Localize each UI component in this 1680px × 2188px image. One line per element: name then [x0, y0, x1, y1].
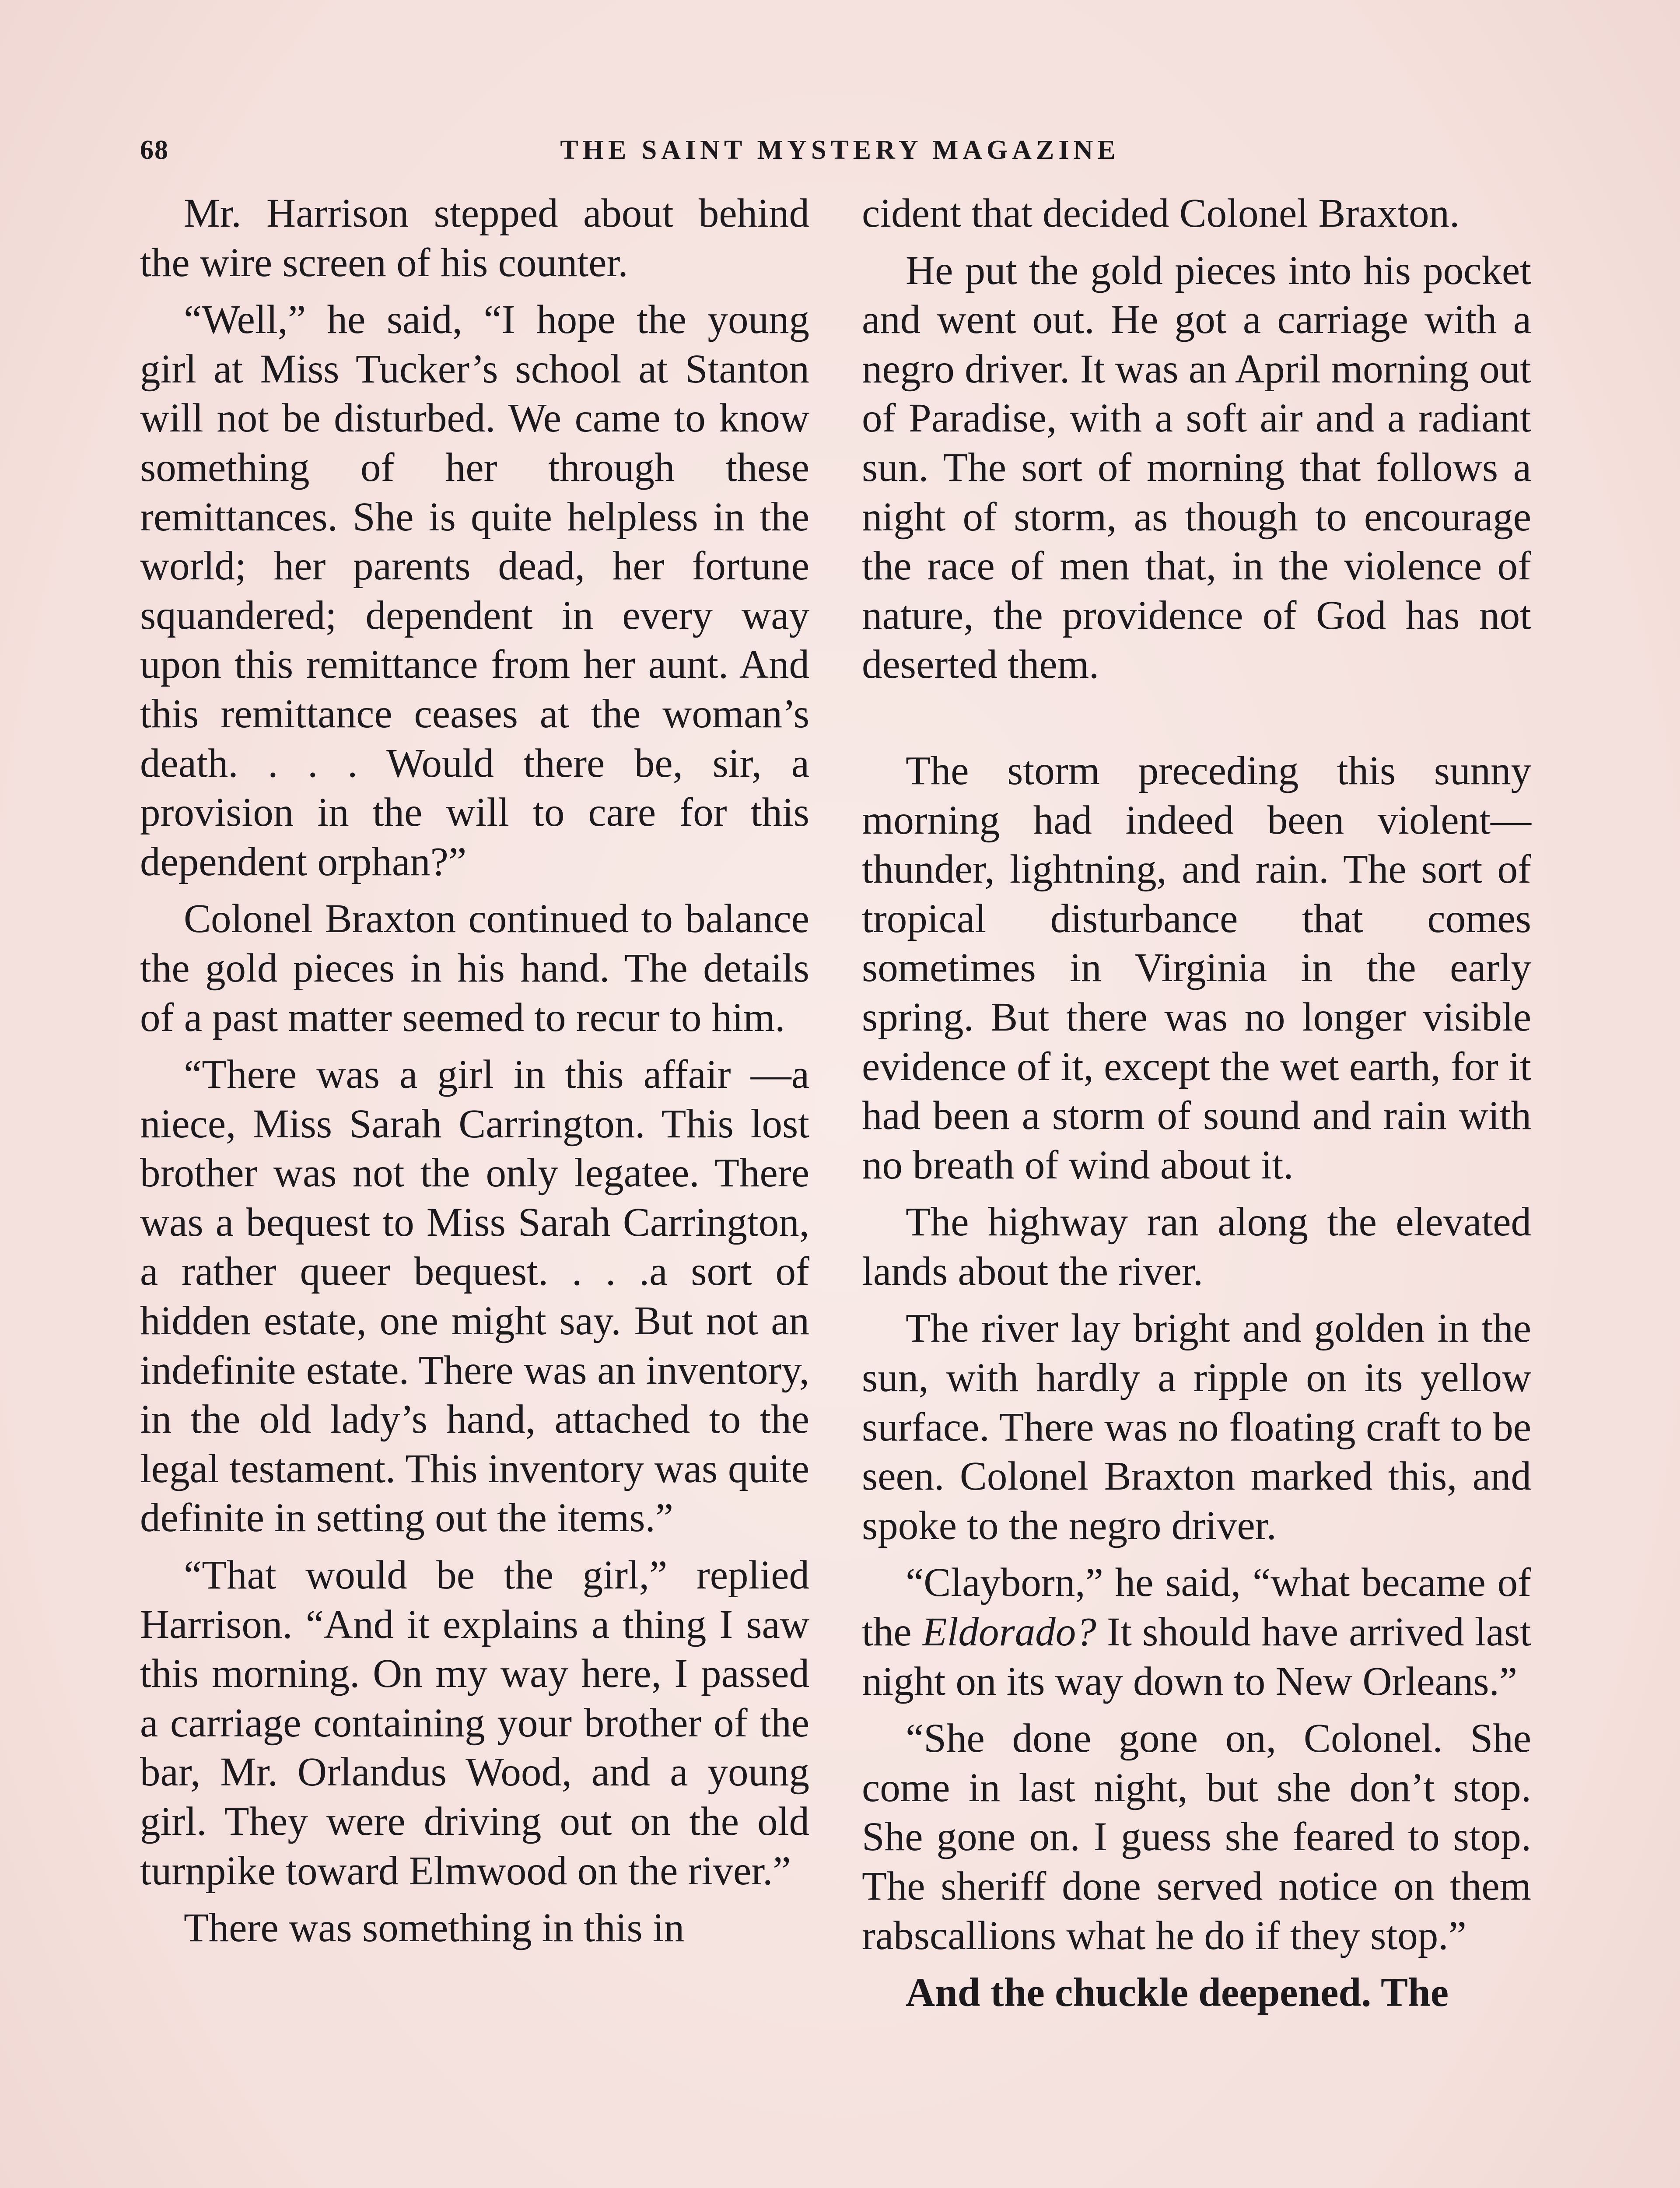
right-column: [862, 189, 1531, 2026]
paragraph-continuation: cident that decided Colonel Braxton.: [862, 191, 1460, 236]
paragraph: “That would be the girl,” replied Harrison. “And it explains a thing I saw this morning. On my way here, I passed a carriage containing your brother of the bar, Mr. Orlandus Wood, and a young girl. They were driving out on the old turnpike toward Elmwood on the river.”: [140, 1553, 809, 1893]
paragraph: [862, 1558, 1531, 1706]
paragraph: There was something in this in: [184, 1905, 685, 1951]
page-number: 68: [140, 135, 169, 165]
left-column: [140, 189, 809, 1961]
paragraph: He put the gold pieces into his pocket and went out. He got a carriage with a negro driver. It was an April morning out of Paradise, with a soft air and a radiant sun. The sort of morning that follows a night of storm, as though to encourage the race of men that, in the violence of nature, the providence of God has not deserted them.: [862, 248, 1531, 687]
paragraph: “Well,” he said, “I hope the young girl at Miss Tucker’s school at Stanton will not be disturbed. We came to know something of her through these remittances. She is quite helpless in the world; her parents dead, her fortune squandered; dependent in every way upon this remittance from her aunt. And this remittance ceases at the woman’s death. . . . Would there be, sir, a provision in the will to care for this dependent orphan?”: [140, 297, 809, 884]
paragraph: “She done gone on, Colonel. She come in last night, but she don’t stop. She gone on. I guess she feared to stop. The sheriff done served notice on them rabscallions what he do if they stop.”: [862, 1716, 1531, 1958]
paragraph: Colonel Braxton continued to balance the gold pieces in his hand. The details of a past matter seemed to recur to him.: [140, 896, 809, 1040]
quote-text: “Clayborn,” he said, “what became of the: [862, 1560, 1531, 1655]
ship-name: Eldorado?: [922, 1609, 1096, 1655]
paragraph: Mr. Harrison stepped about behind the wire screen of his counter.: [140, 191, 809, 285]
paragraph: And the chuckle deepened. The: [906, 1970, 1449, 2016]
running-head: [140, 131, 1540, 175]
paragraph: The river lay bright and golden in the sun, with hardly a ripple on its yellow surface. There was no floating craft to be seen. Colonel Braxton marked this, and spoke to the negro driver.: [862, 1306, 1531, 1548]
paragraph: The storm preceding this sunny morning had indeed been violent—thunder, lightning, and rain. The sort of tropical disturbance that comes sometimes in Virginia in the early spring. But there was no longer visible evidence of it, except the wet earth, for it had been a storm of sound and rain with no breath of wind about it.: [862, 748, 1531, 1188]
quote-text: It should have arrived last night on its way down to New Orleans.”: [862, 1609, 1532, 1704]
paragraph: “There was a girl in this affair —a niece, Miss Sarah Carrington. This lost brother was not the only legatee. There was a bequest to Miss Sarah Carrington, a rather queer bequest. . . .a sort of hidden estate, one might say. But not an indefinite estate. There was an inventory, in the old lady’s hand, attached to the legal testament. This inventory was quite definite in setting out the items.”: [140, 1052, 809, 1541]
magazine-title: THE SAINT MYSTERY MAGAZINE: [560, 135, 1120, 165]
paragraph: The highway ran along the elevated lands about the river.: [862, 1199, 1531, 1294]
